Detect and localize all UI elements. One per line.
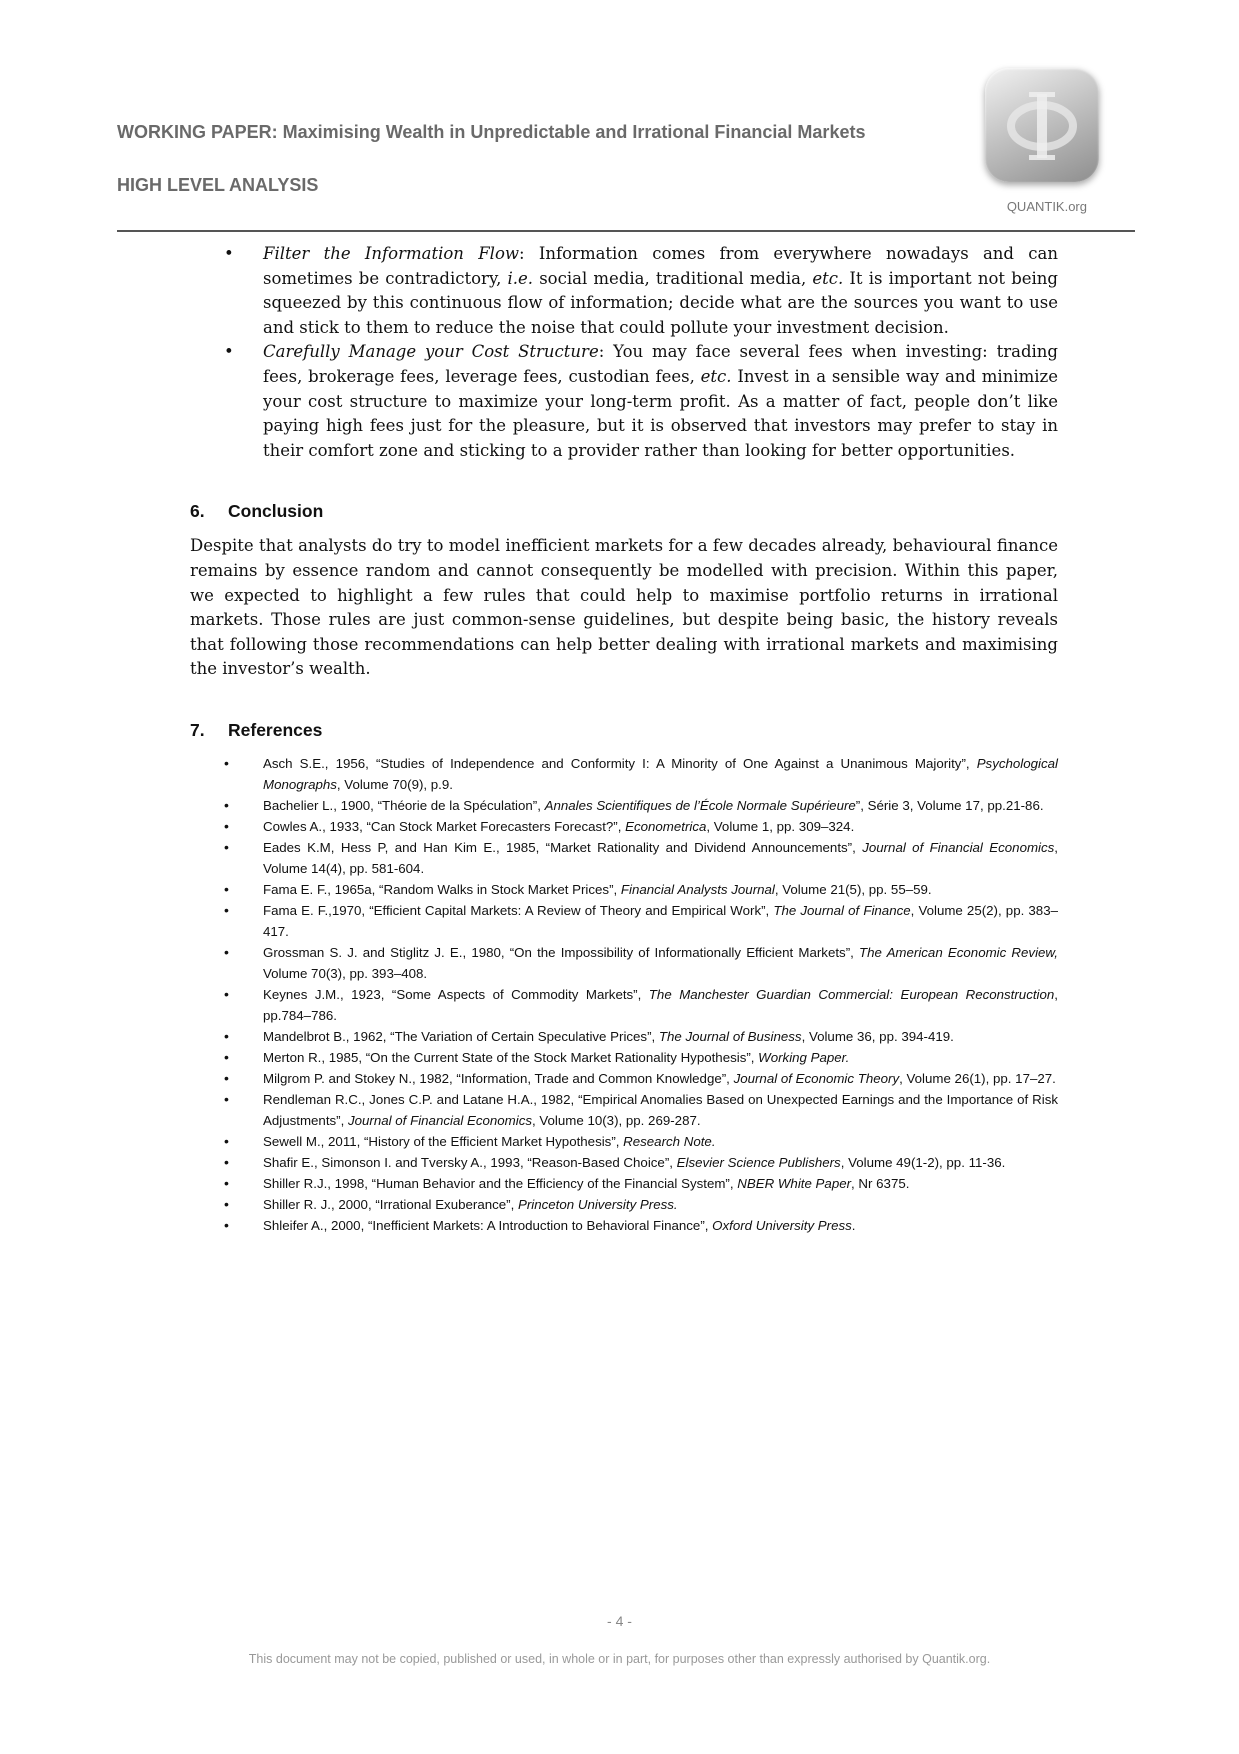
header-title: WORKING PAPER: Maximising Wealth in Unpredictable and Irrational Financial Markets	[117, 122, 866, 142]
bullet-list	[190, 242, 1058, 463]
reference-item: • Eades K.M, Hess P, and Han Kim E., 1985, “Market Rationality and Dividend Announcements”, Journal of Financial Economics, Volume 14(4), pp. 581-604.	[190, 837, 1058, 879]
reference-item: • Asch S.E., 1956, “Studies of Independence and Conformity I: A Minority of One Against a Unanimous Majority”, Psychological Monographs, Volume 70(9), p.9.	[190, 753, 1058, 795]
header-subtitle: HIGH LEVEL ANALYSIS	[117, 175, 319, 195]
reference-item: • Mandelbrot B., 1962, “The Variation of Certain Speculative Prices”, The Journal of Business, Volume 36, pp. 394-419.	[190, 1026, 1058, 1047]
section-heading-references: 7. References	[190, 719, 323, 740]
reference-item: • Bachelier L., 1900, “Théorie de la Spéculation”, Annales Scientifiques de l’École Normale Supérieure”, Série 3, Volume 17, pp.21-86.	[190, 795, 1058, 816]
reference-item: • Fama E. F.,1970, “Efficient Capital Markets: A Review of Theory and Empirical Work”, The Journal of Finance, Volume 25(2), pp. 383–417.	[190, 900, 1058, 942]
reference-item: • Cowles A., 1933, “Can Stock Market Forecasters Forecast?”, Econometrica, Volume 1, pp. 309–324.	[190, 816, 1058, 837]
bullet-label: Filter the Information Flow	[263, 244, 520, 263]
reference-item: • Grossman S. J. and Stiglitz J. E., 1980, “On the Impossibility of Informationally Efficient Markets”, The American Economic Review, Volume 70(3), pp. 393–408.	[190, 942, 1058, 984]
brand-name: QUANTIK.org	[1006, 199, 1087, 214]
header-rule	[117, 230, 1135, 232]
bullet-cost-structure: • Carefully Manage your Cost Structure: You may face several fees when investing: trading fees, brokerage fees, leverage fees, custodian fees, etc. Invest in a sensible way and minimize your cost structure to maximize your long-term profit. As a matter of fact, people don’t like paying high fees just for the pleasure, but it is observed that investors may prefer to stay in their comfort zone and sticking to a provider rather than looking for better opportunities.	[190, 340, 1058, 463]
phi-logo-icon	[985, 68, 1099, 182]
reference-item: • Rendleman R.C., Jones C.P. and Latane H.A., 1982, “Empirical Anomalies Based on Unexpected Earnings and the Importance of Risk Adjustments”, Journal of Financial Economics, Volume 10(3), pp. 269-287.	[190, 1089, 1058, 1131]
reference-item: • Sewell M., 2011, “History of the Efficient Market Hypothesis”, Research Note.	[190, 1131, 1058, 1152]
reference-item: • Shleifer A., 2000, “Inefficient Markets: A Introduction to Behavioral Finance”, Oxford University Press.	[190, 1215, 1058, 1236]
reference-item: • Shiller R.J., 1998, “Human Behavior and the Efficiency of the Financial System”, NBER White Paper, Nr 6375.	[190, 1173, 1058, 1194]
reference-item: • Fama E. F., 1965a, “Random Walks in Stock Market Prices”, Financial Analysts Journal, Volume 21(5), pp. 55–59.	[190, 879, 1058, 900]
reference-item: • Keynes J.M., 1923, “Some Aspects of Commodity Markets”, The Manchester Guardian Commercial: European Reconstruction, pp.784–786.	[190, 984, 1058, 1026]
copyright-footer: This document may not be copied, published or used, in whole or in part, for purposes other than expressly authorised by Quantik.org.	[248, 1652, 991, 1666]
reference-item: • Shafir E., Simonson I. and Tversky A., 1993, “Reason-Based Choice”, Elsevier Science Publishers, Volume 49(1-2), pp. 11-36.	[190, 1152, 1058, 1173]
quantik-logo	[985, 68, 1099, 182]
section-heading-conclusion: 6. Conclusion	[190, 501, 324, 522]
reference-list	[190, 753, 1058, 1236]
bullet-information-flow: • Filter the Information Flow: Information comes from everywhere nowadays and can sometimes be contradictory, i.e. social media, traditional media, etc. It is important not being squeezed by this continuous flow of information; decide what are the sources you want to use and stick to them to reduce the noise that could pollute your investment decision.	[190, 242, 1058, 340]
page-number: - 4 -	[607, 1613, 632, 1629]
conclusion-paragraph: Despite that analysts do try to model inefficient markets for a few decades already, behavioural finance remains by essence random and cannot consequently be modelled with precision. Within this paper, we expected to highlight a few rules that could help to maximise portfolio returns in irrational markets. Those rules are just common-sense guidelines, but despite being basic, the history reveals that following those recommendations can help better dealing with irrational markets and maximising the investor’s wealth.	[190, 536, 1058, 679]
reference-item: • Shiller R. J., 2000, “Irrational Exuberance”, Princeton University Press.	[190, 1194, 1058, 1215]
reference-item: • Milgrom P. and Stokey N., 1982, “Information, Trade and Common Knowledge”, Journal of Economic Theory, Volume 26(1), pp. 17–27.	[190, 1068, 1058, 1089]
page-body	[190, 242, 1058, 1236]
bullet-label: Carefully Manage your Cost Structure	[263, 342, 599, 362]
reference-item: • Merton R., 1985, “On the Current State of the Stock Market Rationality Hypothesis”, Working Paper.	[190, 1047, 1058, 1068]
